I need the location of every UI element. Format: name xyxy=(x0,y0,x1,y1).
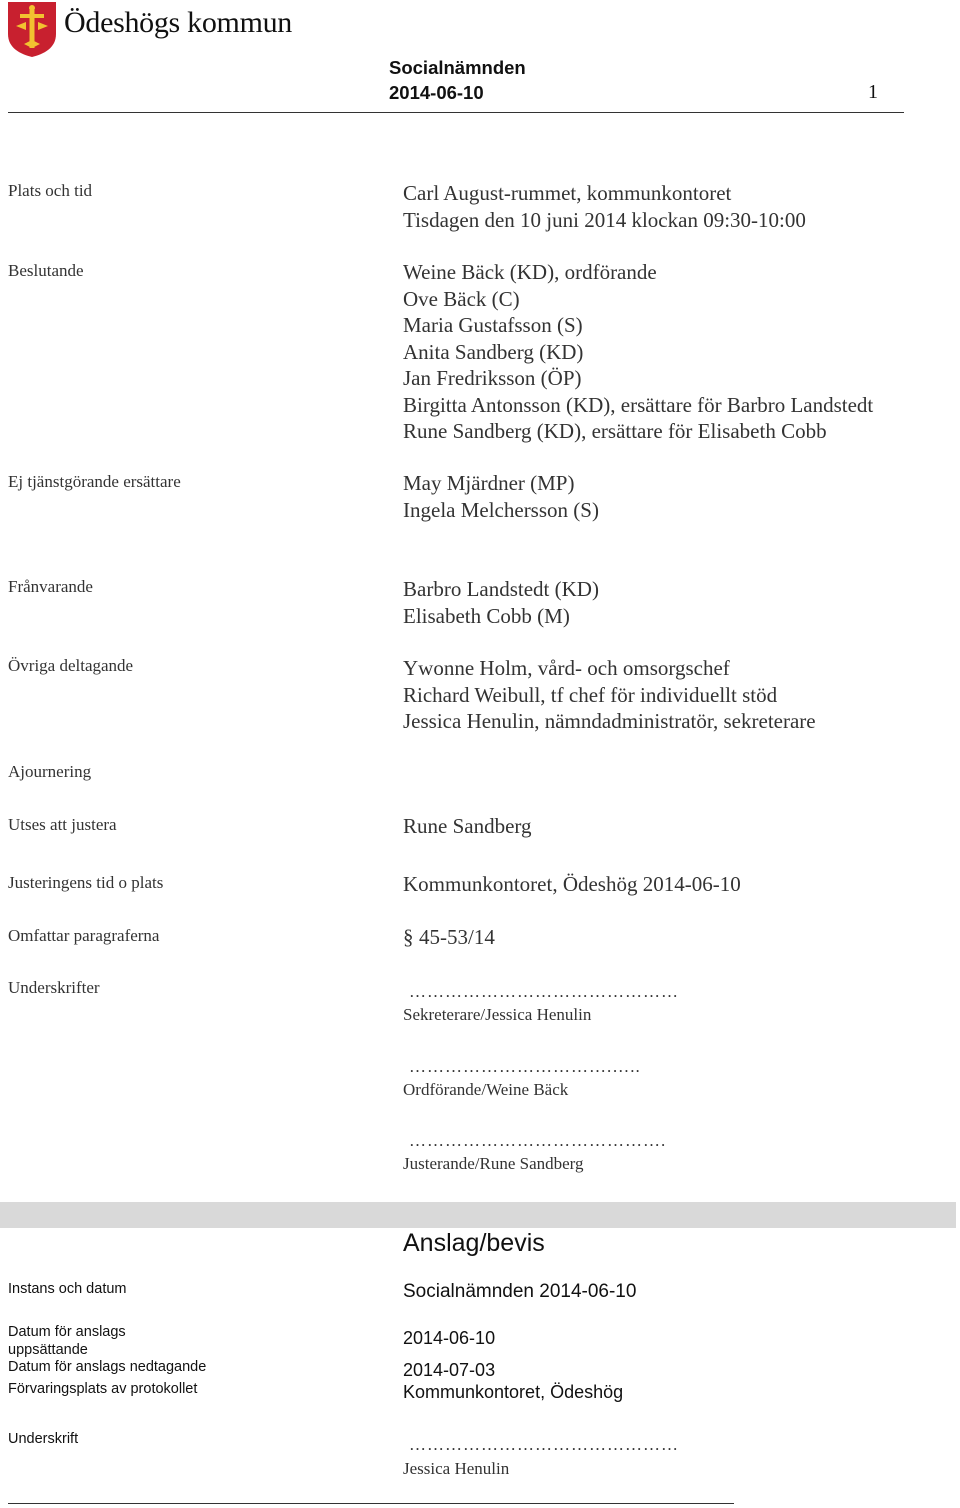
signature-name-adjuster: Justerande/Rune Sandberg xyxy=(403,1154,584,1173)
text-line: Tisdagen den 10 juni 2014 klockan 09:30-10:00 xyxy=(403,207,806,232)
signature-name-chair: Ordförande/Weine Bäck xyxy=(403,1080,569,1099)
logo-text: Ödeshögs kommun xyxy=(64,6,293,39)
value-forvaringsplats: Kommunkontoret, Ödeshög xyxy=(403,1382,624,1402)
signature-line: ……………………………………… xyxy=(409,982,679,1001)
label-line: Datum för anslags xyxy=(8,1324,126,1340)
label-franvarande: Frånvarande xyxy=(8,577,93,596)
signature-name-secretary: Sekreterare/Jessica Henulin xyxy=(403,1005,592,1024)
participant-line: Ywonne Holm, vård- och omsorgschef xyxy=(403,656,730,680)
label-ovriga-deltagande: Övriga deltagande xyxy=(8,656,134,675)
signature-name-underskrift: Jessica Henulin xyxy=(403,1459,510,1478)
member-line: Weine Bäck (KD), ordförande xyxy=(403,260,657,284)
header-rule xyxy=(8,112,904,113)
label-instans-och-datum: Instans och datum xyxy=(8,1281,127,1297)
value-plats-och-tid xyxy=(403,180,806,233)
label-beslutande: Beslutande xyxy=(8,261,84,280)
footer-rule xyxy=(8,1503,734,1504)
member-line: May Mjärdner (MP) xyxy=(403,471,575,495)
value-ovriga-deltagande xyxy=(403,655,816,735)
signature-line: ……………………………………… xyxy=(409,1435,679,1454)
member-line: Anita Sandberg (KD) xyxy=(403,339,584,364)
anslag-title: Anslag/bevis xyxy=(403,1229,545,1257)
value-datum-uppsattande: 2014-06-10 xyxy=(403,1328,496,1348)
signature-line: ……………………………………. xyxy=(409,1131,667,1150)
label-underskrift: Underskrift xyxy=(8,1431,79,1447)
value-justeringens-tid: Kommunkontoret, Ödeshög 2014-06-10 xyxy=(403,872,741,896)
header-date: 2014-06-10 xyxy=(389,82,484,103)
signature-line: …………………………….….. xyxy=(409,1057,641,1076)
label-datum-nedtagande: Datum för anslags nedtagande xyxy=(8,1359,207,1375)
value-ej-tjanstgorande xyxy=(403,470,599,523)
text-line: Carl August-rummet, kommunkontoret xyxy=(403,181,732,205)
member-line: Ingela Melchersson (S) xyxy=(403,497,599,522)
label-ajournering: Ajournering xyxy=(8,762,92,781)
member-line: Ove Bäck (C) xyxy=(403,286,520,311)
member-line: Jan Fredriksson (ÖP) xyxy=(403,366,582,390)
member-line: Elisabeth Cobb (M) xyxy=(403,603,570,628)
member-line: Barbro Landstedt (KD) xyxy=(403,577,599,601)
label-datum-uppsattande xyxy=(8,1323,126,1359)
page-number: 1 xyxy=(868,81,878,103)
label-omfattar-paragraferna: Omfattar paragraferna xyxy=(8,926,160,945)
label-plats-och-tid: Plats och tid xyxy=(8,181,93,200)
section-divider-band xyxy=(0,1202,956,1228)
value-utses-att-justera: Rune Sandberg xyxy=(403,814,532,838)
value-franvarande xyxy=(403,576,599,629)
paragraph-symbol: § xyxy=(403,925,414,949)
label-line: uppsättande xyxy=(8,1342,88,1358)
coat-of-arms-icon xyxy=(6,0,58,58)
member-line: Rune Sandberg (KD), ersättare för Elisabeth Cobb xyxy=(403,419,827,443)
label-forvaringsplats: Förvaringsplats av protokollet xyxy=(8,1381,198,1397)
participant-line: Richard Weibull, tf chef för individuellt stöd xyxy=(403,682,778,707)
participant-line: Jessica Henulin, nämndadministratör, sekreterare xyxy=(403,709,816,733)
logo xyxy=(6,0,58,58)
label-ej-tjanstgorande: Ej tjänstgörande ersättare xyxy=(8,472,181,491)
committee-name: Socialnämnden xyxy=(389,57,526,78)
value-datum-nedtagande: 2014-07-03 xyxy=(403,1360,496,1380)
value-instans-och-datum: Socialnämnden 2014-06-10 xyxy=(403,1281,637,1302)
label-underskrifter: Underskrifter xyxy=(8,978,100,997)
label-utses-att-justera: Utses att justera xyxy=(8,815,117,834)
value-omfattar-paragraferna: 45-53/14 xyxy=(419,925,495,949)
value-beslutande xyxy=(403,259,873,445)
label-justeringens-tid: Justeringens tid o plats xyxy=(8,873,164,892)
member-line: Maria Gustafsson (S) xyxy=(403,313,583,337)
member-line: Birgitta Antonsson (KD), ersättare för Barbro Landstedt xyxy=(403,392,874,417)
